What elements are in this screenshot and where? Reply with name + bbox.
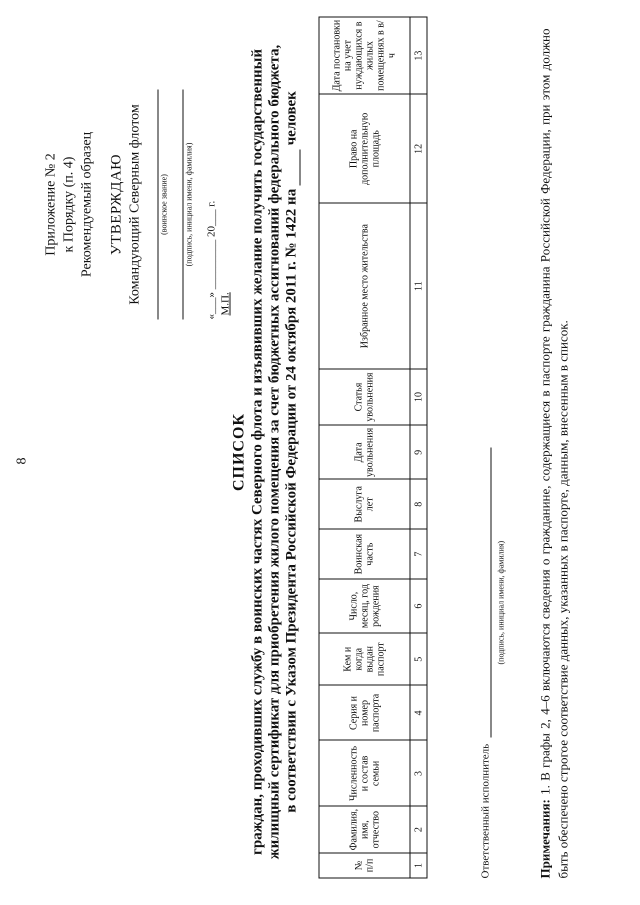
- notes-label: Примечания:: [537, 799, 553, 879]
- page-number: 8: [14, 457, 30, 465]
- responsible-executor: [479, 447, 492, 878]
- col-header-birth-date: Число, месяц, год рождения: [319, 579, 410, 633]
- title-line-3-text: в соответствии с Указом Президента Российской Федерации от 24 октября 2011 г. № 1422 на: [283, 188, 300, 813]
- column-number: 5: [410, 633, 427, 686]
- notes-text: 1. В графы 2, 4–6 включаются сведения о гражданине, содержащиеся в паспорте гражданина Российской Федерации, при этом должно быть обеспечено строгое соответствие данных, указанных в паспорте, данным, внесенным в список.: [537, 28, 571, 879]
- people-count-blank: [288, 149, 301, 185]
- rotated-document-page: [1, 0, 640, 905]
- appendix-sample-note: Рекомендуемый образец: [79, 131, 95, 278]
- col-header-discharge-article: Статья увольнения: [319, 369, 410, 426]
- approval-date: «___» _________ 20___ г.: [205, 200, 218, 320]
- column-number: 13: [410, 17, 427, 94]
- responsible-caption: (подпись, инициал имени, фамилия): [496, 540, 506, 665]
- approver-position: Командующий Северным флотом: [127, 104, 143, 305]
- col-header-military-unit: Воинская часть: [319, 529, 410, 579]
- appendix-number: Приложение № 2: [43, 153, 59, 256]
- responsible-label: Ответственный исполнитель: [479, 743, 492, 879]
- col-header-residence: Избранное место жительства: [319, 203, 410, 368]
- col-header-discharge-date: Дата увольнения: [319, 425, 410, 479]
- column-number: 7: [410, 529, 427, 579]
- column-number: 9: [410, 425, 427, 479]
- column-number: 6: [410, 579, 427, 633]
- appendix-order-ref: к Порядку (п. 4): [61, 156, 77, 253]
- column-number-row: [410, 17, 427, 878]
- column-number: 3: [410, 740, 427, 806]
- approval-block: [109, 80, 232, 330]
- title-line-3: [284, 0, 301, 905]
- col-header-registration-date: Дата постановки на учет нуждающихся в жилых помещениях в в/ч: [319, 17, 410, 94]
- col-header-family: Численность и состав семьи: [319, 740, 410, 806]
- col-header-extra-space: Право на дополнительную площадь: [319, 94, 410, 203]
- appendix-reference: [43, 80, 97, 330]
- col-header-service-years: Выслуга лет: [319, 480, 410, 530]
- title-heading: СПИСОК: [230, 412, 248, 492]
- notes-section: [537, 29, 573, 879]
- column-number: 2: [410, 806, 427, 852]
- stamp-place: М.П.: [219, 292, 232, 316]
- column-number: 8: [410, 480, 427, 530]
- column-number: 10: [410, 369, 427, 426]
- column-number: 12: [410, 94, 427, 203]
- column-number: 1: [410, 853, 427, 878]
- approval-heading: УТВЕРЖДАЮ: [108, 153, 125, 256]
- title-line-1: граждан, проходивших службу в воинских частях Северного флота и изъявивших желание получить государственный: [249, 49, 266, 855]
- rank-caption: (воинское звание): [159, 174, 169, 235]
- rank-line: [144, 90, 159, 320]
- document-title: [231, 0, 301, 905]
- title-line-3-unit: человек: [283, 91, 300, 146]
- table-header-row: [319, 17, 410, 878]
- column-number: 11: [410, 203, 427, 368]
- signature-caption: (подпись, инициал имени, фамилия): [184, 142, 194, 267]
- title-line-2: жилищный сертификат для приобретения жилого помещения за счет бюджетных ассигнований федерального бюджета,: [266, 44, 283, 860]
- col-header-passport-number: Серия и номер паспорта: [319, 686, 410, 741]
- col-header-passport-issued: Кем и когда выдан паспорт: [319, 633, 410, 686]
- col-header-number: № п/п: [319, 853, 410, 878]
- column-number: 4: [410, 686, 427, 741]
- responsible-signature-line: [479, 447, 492, 737]
- signature-line: [169, 90, 184, 320]
- citizens-list-table: [319, 17, 428, 879]
- col-header-full-name: Фамилия, имя, отчество: [319, 806, 410, 852]
